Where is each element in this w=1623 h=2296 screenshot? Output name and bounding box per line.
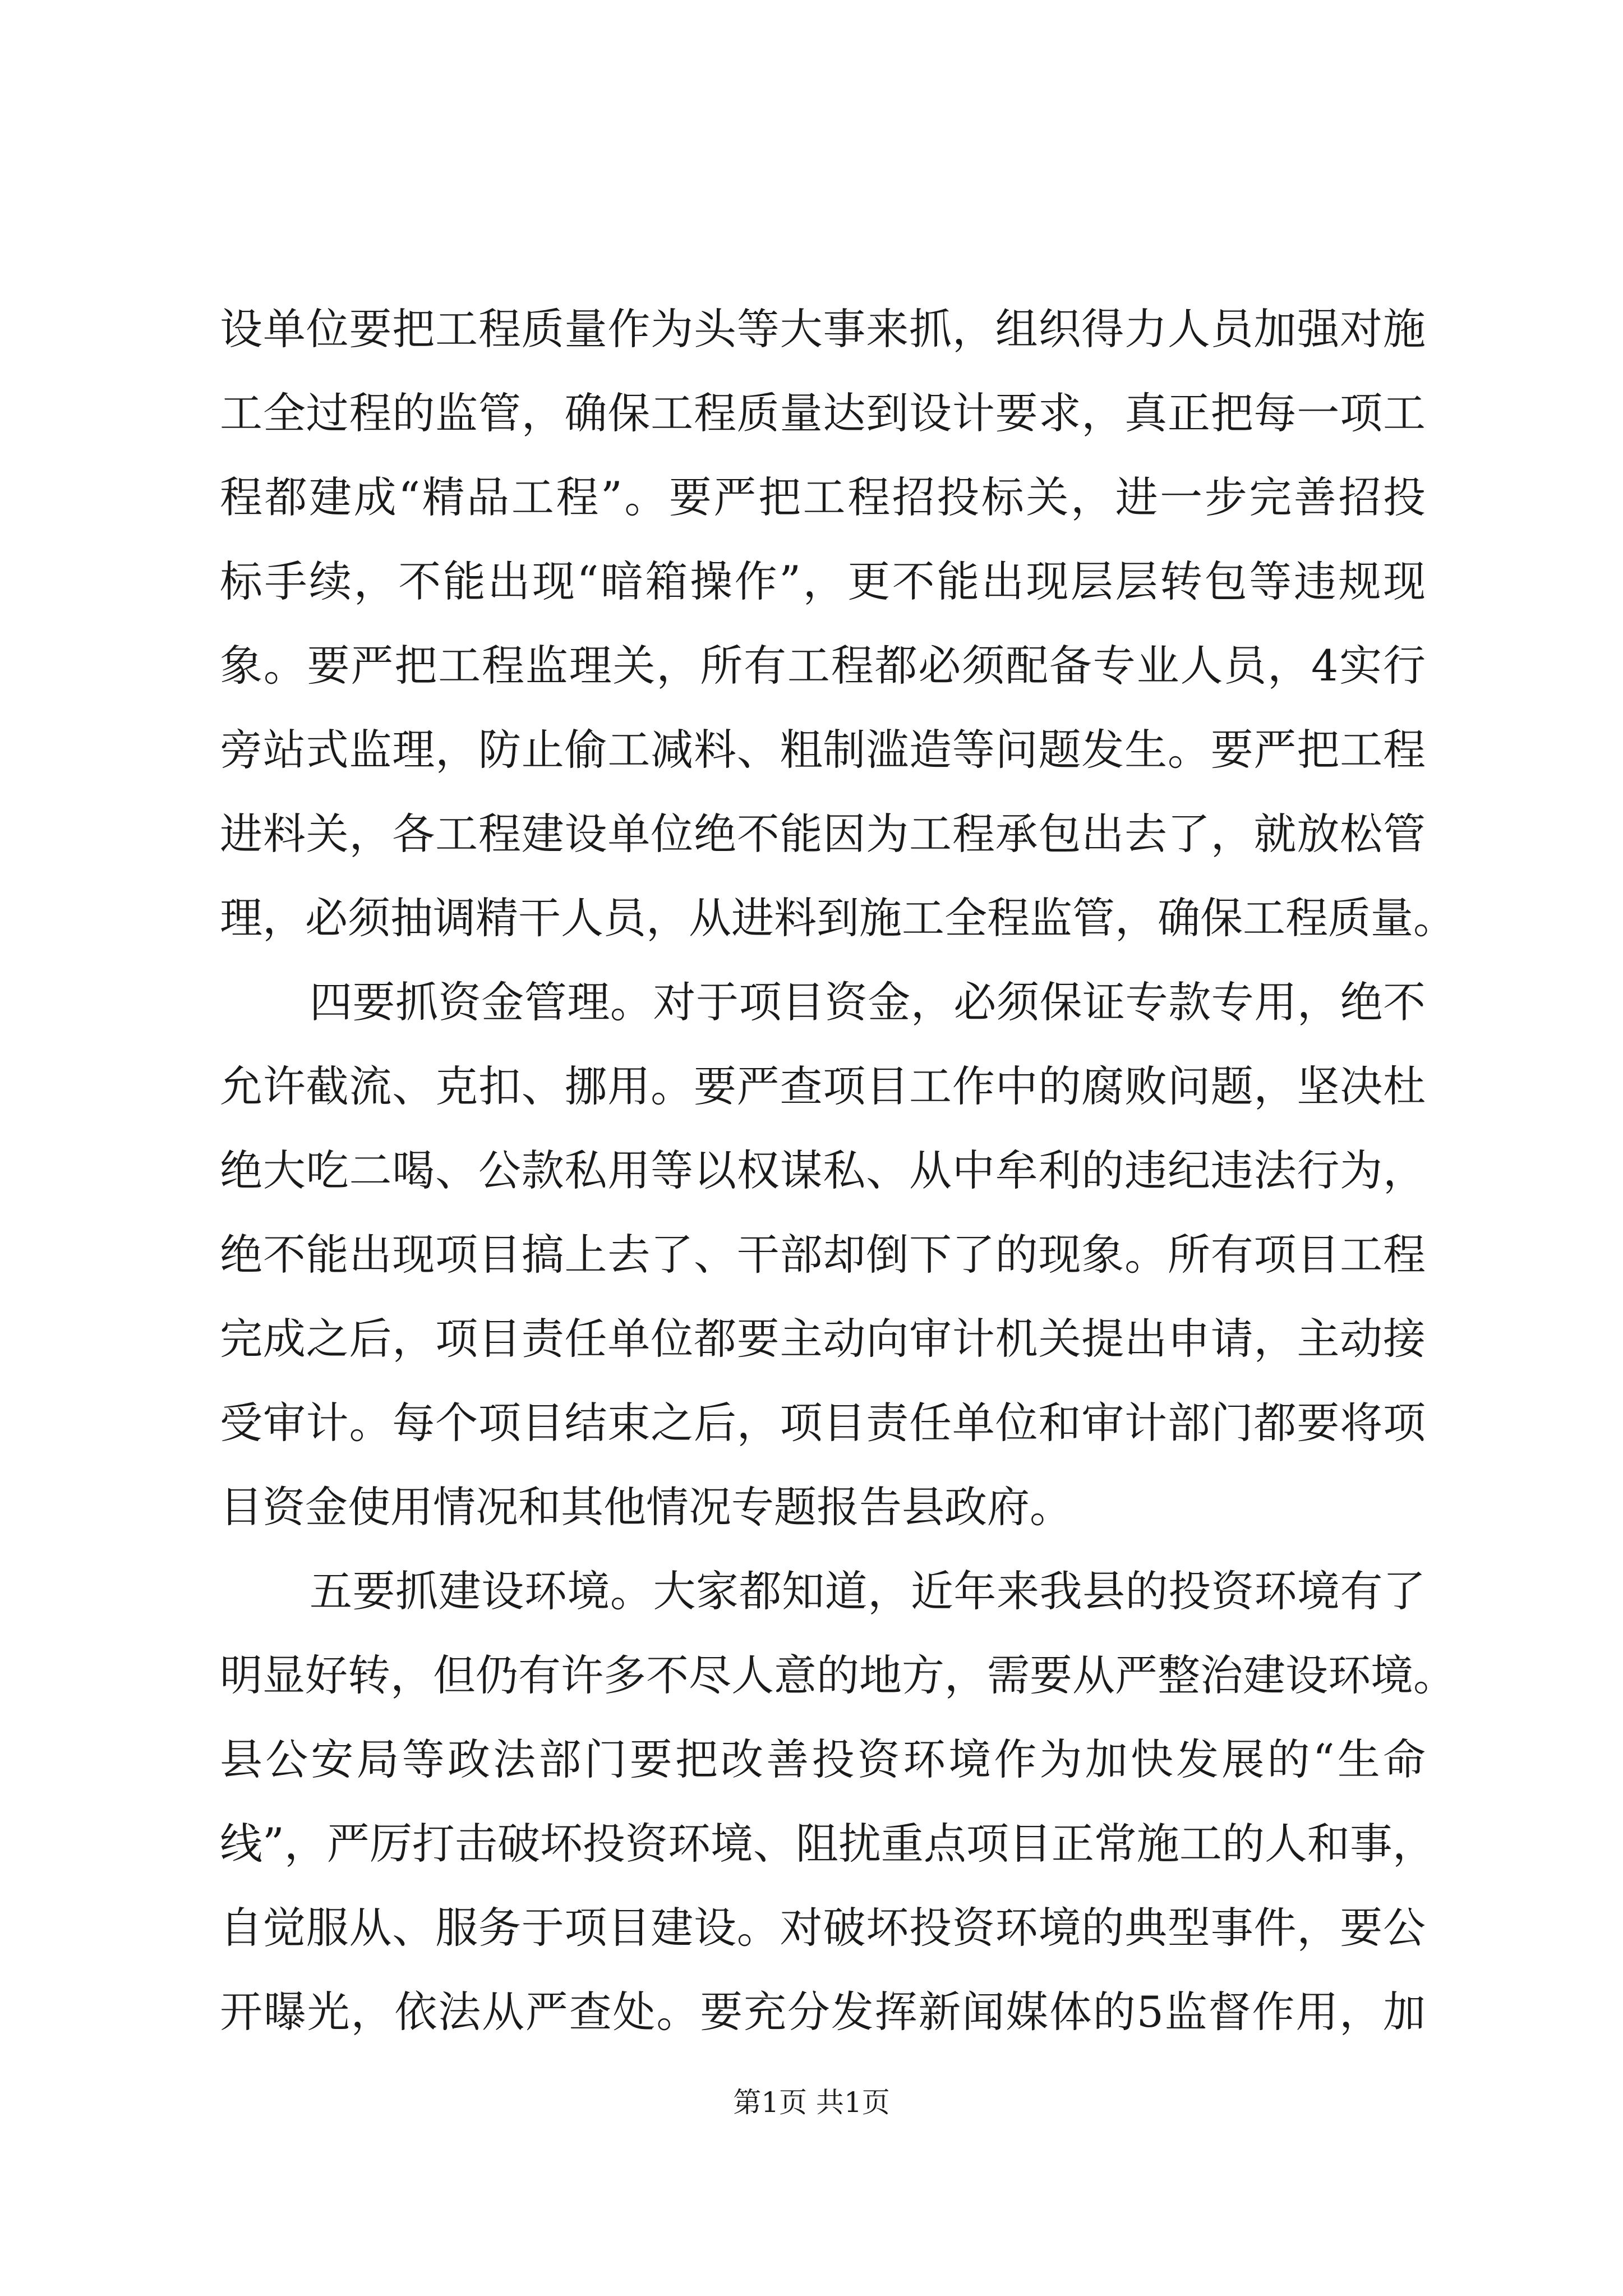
text-line: 绝大吃二喝、公款私用等以权谋私、从中牟利的违纪违法行为， <box>220 1145 1426 1195</box>
text-line: 象。要严把工程监理关，所有工程都必须配备专业人员，4实行 <box>220 641 1426 691</box>
text-line: 允许截流、克扣、挪用。要严查项目工作中的腐败问题，坚决杜 <box>220 1061 1426 1111</box>
page-footer: 第1页 共1页 <box>733 2086 890 2119</box>
text-line: 五要抓建设环境。大家都知道，近年来我县的投资环境有了 <box>310 1566 1426 1616</box>
text-line: 标手续，不能出现“暗箱操作”，更不能出现层层转包等违规现 <box>220 556 1426 606</box>
text-line: 明显好转，但仍有许多不尽人意的地方，需要从严整治建设环境。 <box>220 1650 1456 1700</box>
text-line: 开曝光，依法从严查处。要充分发挥新闻媒体的5监督作用，加 <box>220 1987 1426 2037</box>
text-line: 理，必须抽调精干人员，从进料到施工全程监管，确保工程质量。 <box>220 893 1456 943</box>
text-line: 设单位要把工程质量作为头等大事来抓，组织得力人员加强对施 <box>220 304 1426 354</box>
document-body <box>220 287 1456 2054</box>
text-line: 受审计。每个项目结束之后，项目责任单位和审计部门都要将项 <box>220 1398 1426 1448</box>
text-line: 县公安局等政法部门要把改善投资环境作为加快发展的“生命 <box>220 1734 1426 1784</box>
text-line: 工全过程的监管，确保工程质量达到设计要求，真正把每一项工 <box>220 388 1426 438</box>
text-line: 旁站式监理，防止偷工减料、粗制滥造等问题发生。要严把工程 <box>220 725 1426 775</box>
text-line: 程都建成“精品工程”。要严把工程招投标关，进一步完善招投 <box>220 472 1426 522</box>
text-line: 进料关，各工程建设单位绝不能因为工程承包出去了，就放松管 <box>220 809 1426 859</box>
text-line: 完成之后，项目责任单位都要主动向审计机关提出申请，主动接 <box>220 1314 1426 1364</box>
text-line: 自觉服从、服务于项目建设。对破坏投资环境的典型事件，要公 <box>220 1903 1426 1953</box>
text-line: 绝不能出现项目搞上去了、干部却倒下了的现象。所有项目工程 <box>220 1230 1426 1280</box>
text-line: 线”，严厉打击破坏投资环境、阻扰重点项目正常施工的人和事， <box>220 1819 1435 1869</box>
text-line: 四要抓资金管理。对于项目资金，必须保证专款专用，绝不 <box>310 977 1426 1027</box>
text-line: 目资金使用情况和其他情况专题报告县政府。 <box>220 1482 1072 1532</box>
